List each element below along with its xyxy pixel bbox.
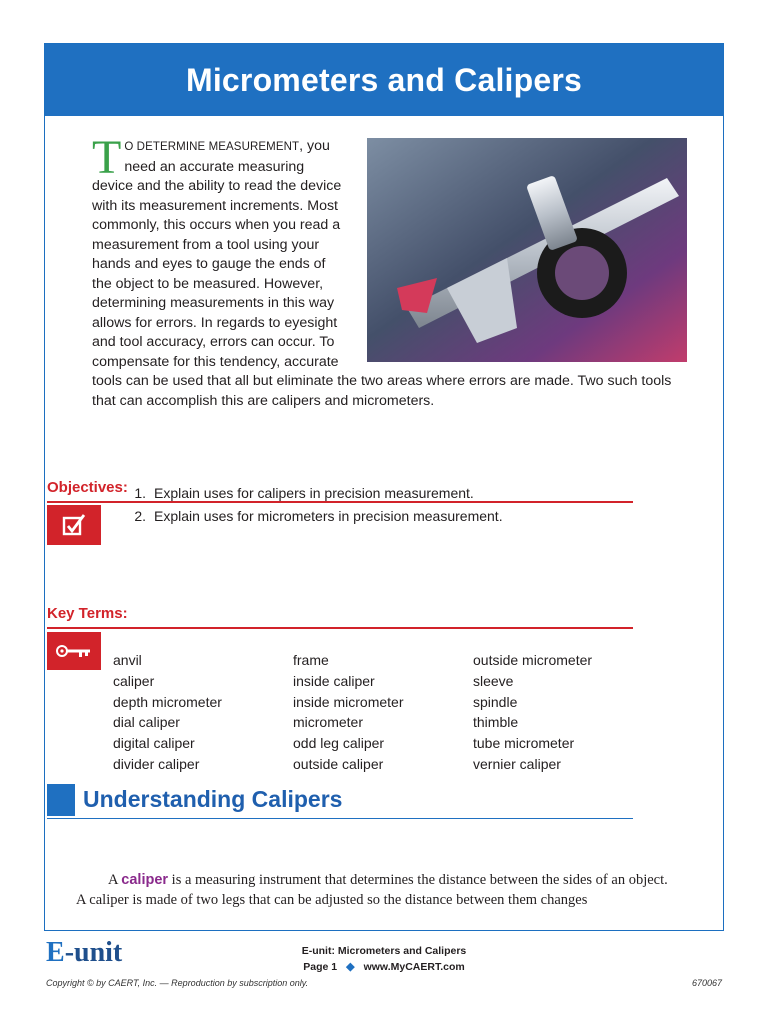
footer-unit-title: E-unit: Micrometers and Calipers: [301, 945, 467, 957]
term: depth micrometer: [113, 693, 222, 710]
key-terms-grid: [113, 650, 653, 775]
eunit-logo: E-unit: [46, 937, 123, 968]
copyright-notice: Copyright © by CAERT, Inc. — Reproduction by subscription only.: [46, 978, 309, 988]
section-marker: [47, 784, 75, 816]
caliper-micrometer-photo: [367, 138, 687, 362]
term: divider caliper: [113, 755, 200, 772]
terms-column: [293, 650, 473, 775]
intro-lead: O DETERMINE MEASUREMENT: [124, 141, 300, 153]
intro-paragraph: [92, 131, 687, 411]
footer-url[interactable]: www.MyCAERT.com: [363, 961, 465, 973]
diamond-icon: ◆: [346, 961, 355, 973]
key-icon: [47, 632, 101, 670]
objectives-list: [120, 482, 503, 528]
section-paragraph: A caliper is a measuring instrument that determines the distance between the sides of an object. A caliper is made of two legs that can be adjusted so the distance between them changes: [76, 872, 668, 908]
section-header: [47, 784, 633, 819]
term: anvil: [113, 652, 142, 668]
list-item: 1. Explain uses for calipers in precision measurement.: [134, 485, 474, 501]
document-code: 670067: [691, 978, 722, 988]
term: inside caliper: [293, 672, 375, 689]
page-number: Page 1: [303, 961, 338, 973]
term: tube micrometer: [473, 735, 575, 752]
intro-body: , you need an accurate measuring device and the ability to read the device with its measurement increments. Most commonly, this occurs when you read a measurement from a tool using your hands and eyes to gauge the ends of the object to be measured. However, determining measurements in this way allows for errors. In regards to eyesight and tool accuracy, errors can occur. To compensate for this tendency, accurate tools can be used that all but eliminate the two areas where errors are made. Two such tools that can accomplish this are calipers and micrometers.: [92, 138, 672, 409]
list-item: 2. Explain uses for micrometers in precision measurement.: [134, 508, 503, 524]
glossary-term-caliper[interactable]: caliper: [121, 872, 169, 888]
term: dial caliper: [113, 714, 180, 731]
checkbox-icon: [47, 505, 101, 545]
page-title: Micrometers and Calipers: [185, 61, 583, 98]
term: digital caliper: [113, 735, 195, 752]
term: inside micrometer: [293, 693, 404, 710]
dropcap-letter: T: [92, 131, 122, 184]
key-terms-heading: Key Terms:: [47, 605, 128, 622]
term: outside micrometer: [473, 652, 593, 668]
term: spindle: [473, 693, 518, 710]
term: sleeve: [473, 672, 514, 689]
key-terms-header: [47, 605, 633, 629]
term: vernier caliper: [473, 755, 561, 772]
terms-column: [473, 650, 653, 775]
term: frame: [293, 652, 329, 668]
title-bar: [45, 44, 723, 116]
term: caliper: [113, 672, 155, 689]
term: thimble: [473, 714, 519, 731]
term: outside caliper: [293, 755, 384, 772]
objectives-heading: Objectives:: [47, 479, 128, 496]
section-heading: Understanding Calipers: [83, 786, 343, 812]
footer-info: [0, 943, 768, 975]
terms-column: [113, 650, 293, 775]
term: micrometer: [293, 714, 364, 731]
term: odd leg caliper: [293, 735, 385, 752]
